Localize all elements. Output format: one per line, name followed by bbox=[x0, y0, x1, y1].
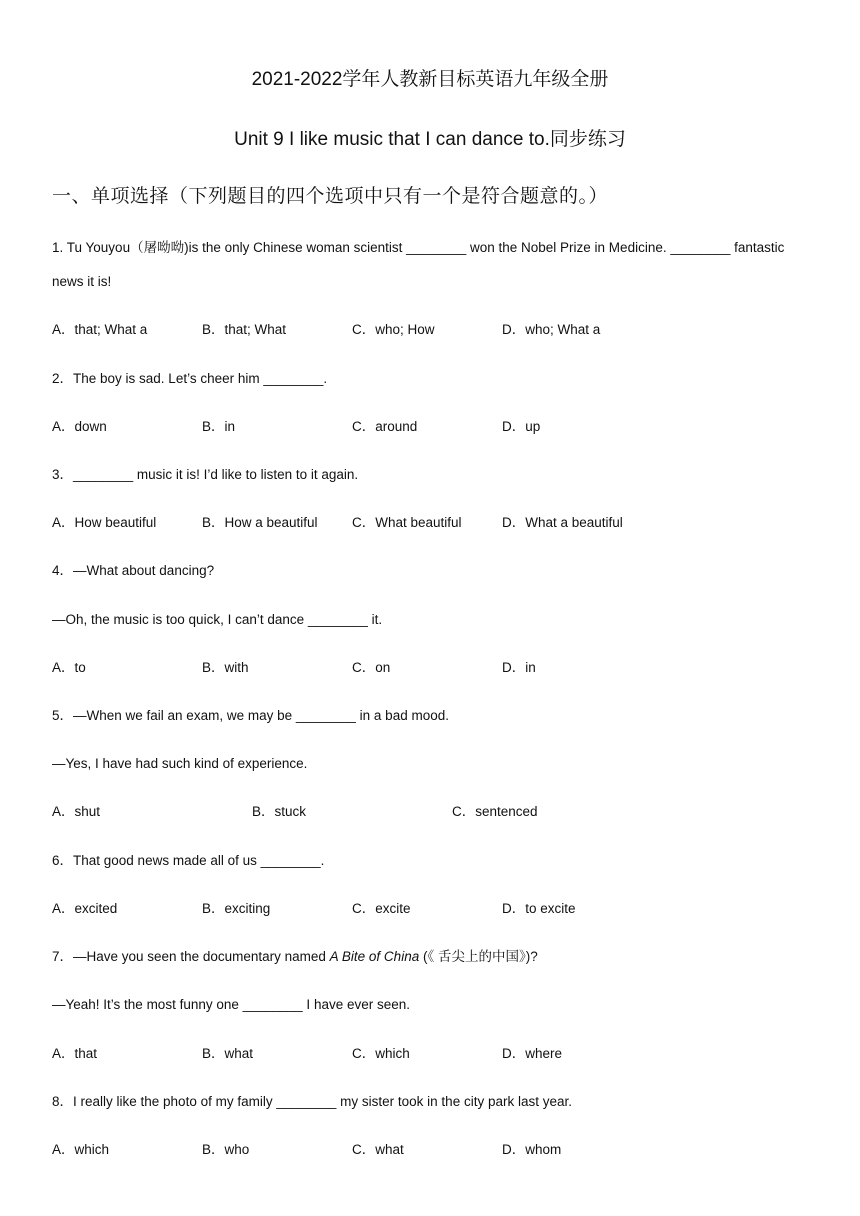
question-7-text-b: (《 舌尖上的中国》)? bbox=[419, 949, 538, 964]
question-5-line-1: 5．—When we fail an exam, we may be ________ in a bad mood. bbox=[52, 708, 449, 723]
q1-option-a[interactable]: A．that; What a bbox=[52, 322, 148, 337]
q3-option-a[interactable]: A．How beautiful bbox=[52, 515, 157, 530]
question-7-title: A Bite of China bbox=[329, 949, 420, 964]
question-6-line-1: 6．That good news made all of us ________. bbox=[52, 853, 325, 868]
q2-option-d[interactable]: D．up bbox=[502, 419, 541, 434]
q8-option-b[interactable]: B．who bbox=[202, 1142, 250, 1157]
q6-option-a[interactable]: A．excited bbox=[52, 901, 118, 916]
q4-option-c[interactable]: C．on bbox=[352, 660, 391, 675]
document-title: 2021-2022学年人教新目标英语九年级全册 bbox=[251, 69, 609, 90]
question-7-text-a: 7．—Have you seen the documentary named bbox=[52, 949, 330, 964]
q4-option-b[interactable]: B．with bbox=[202, 660, 249, 675]
question-4-line-1: 4．—What about dancing? bbox=[52, 563, 215, 578]
q5-option-a[interactable]: A．shut bbox=[52, 804, 101, 819]
q6-option-d[interactable]: D．to excite bbox=[502, 901, 576, 916]
q6-option-b[interactable]: B．exciting bbox=[202, 901, 271, 916]
q8-option-d[interactable]: D．whom bbox=[502, 1142, 562, 1157]
q4-option-a[interactable]: A．to bbox=[52, 660, 86, 675]
question-7-line-2: —Yeah! It’s the most funny one ________ I have ever seen. bbox=[52, 997, 411, 1012]
question-3-line-1: 3．________ music it is! I’d like to listen to it again. bbox=[52, 467, 359, 482]
q5-option-b[interactable]: B．stuck bbox=[252, 804, 307, 819]
q5-option-c[interactable]: C．sentenced bbox=[452, 804, 538, 819]
question-1-line-1: 1. Tu Youyou（屠呦呦)is the only Chinese woman scientist ________ won the Nobel Prize in Medicine. ________ fantastic bbox=[52, 240, 785, 255]
question-7-line-1 bbox=[52, 948, 538, 966]
question-2-line-1: 2．The boy is sad. Let’s cheer him ________. bbox=[52, 371, 328, 386]
document-subtitle: Unit 9 I like music that I can dance to.同步练习 bbox=[234, 129, 626, 150]
q1-option-b[interactable]: B．that; What bbox=[202, 322, 287, 337]
q7-option-d[interactable]: D．where bbox=[502, 1046, 563, 1061]
q3-option-d[interactable]: D．What a beautiful bbox=[502, 515, 623, 530]
question-8-line-1: 8．I really like the photo of my family ________ my sister took in the city park last year. bbox=[52, 1094, 572, 1109]
q2-option-a[interactable]: A．down bbox=[52, 419, 107, 434]
q6-option-c[interactable]: C．excite bbox=[352, 901, 411, 916]
q3-option-b[interactable]: B．How a beautiful bbox=[202, 515, 318, 530]
q8-option-a[interactable]: A．which bbox=[52, 1142, 110, 1157]
q2-option-c[interactable]: C．around bbox=[352, 419, 418, 434]
question-5-line-2: —Yes, I have had such kind of experience. bbox=[52, 756, 308, 771]
q1-option-c[interactable]: C．who; How bbox=[352, 322, 435, 337]
question-4-line-2: —Oh, the music is too quick, I can’t dance ________ it. bbox=[52, 612, 383, 627]
q7-option-a[interactable]: A．that bbox=[52, 1046, 98, 1061]
q3-option-c[interactable]: C．What beautiful bbox=[352, 515, 462, 530]
section-heading: 一、单项选择（下列题目的四个选项中只有一个是符合题意的。） bbox=[52, 186, 609, 207]
question-1-line-2: news it is! bbox=[52, 274, 112, 289]
q8-option-c[interactable]: C．what bbox=[352, 1142, 404, 1157]
q7-option-c[interactable]: C．which bbox=[352, 1046, 410, 1061]
q4-option-d[interactable]: D．in bbox=[502, 660, 536, 675]
q1-option-d[interactable]: D．who; What a bbox=[502, 322, 601, 337]
q7-option-b[interactable]: B．what bbox=[202, 1046, 254, 1061]
q2-option-b[interactable]: B．in bbox=[202, 419, 236, 434]
